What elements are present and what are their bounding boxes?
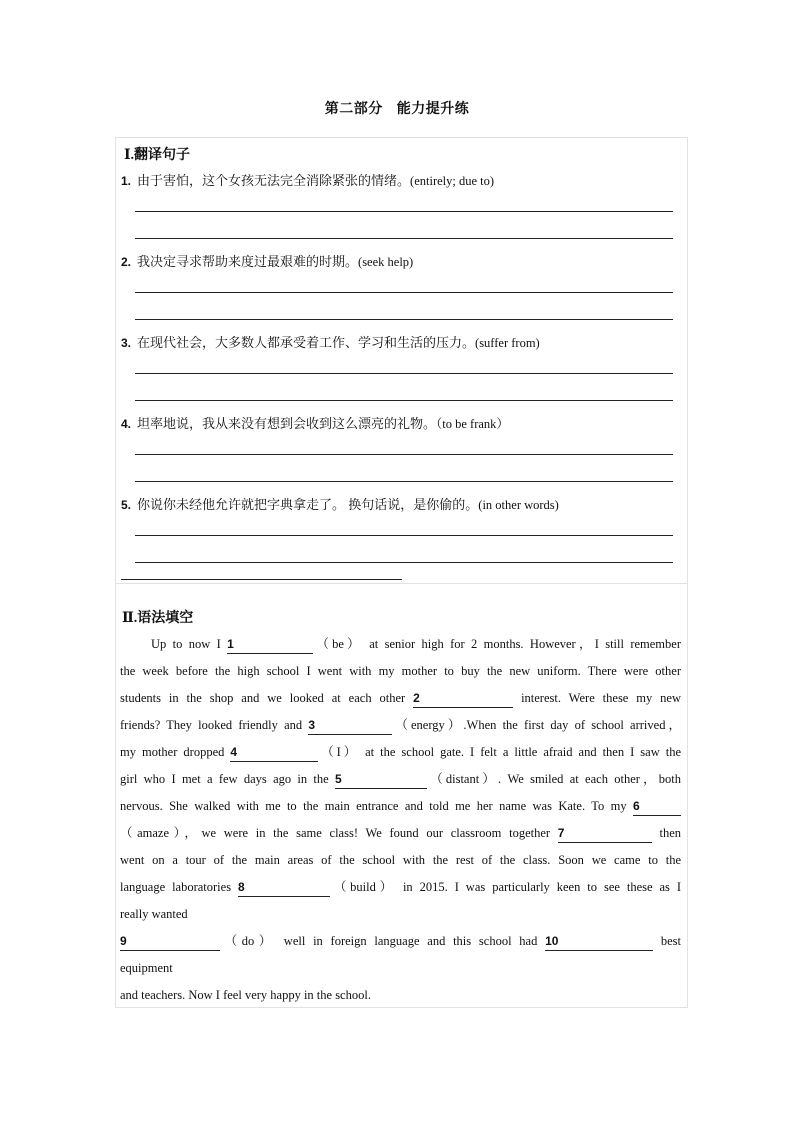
- passage-text: and teachers. Now I feel very happy in the school.: [120, 988, 371, 1002]
- cloze-passage: [120, 631, 681, 1009]
- question-text: 你说你未经他允许就把字典拿走了。 换句话说，是你偷的。: [137, 497, 479, 512]
- blank-1[interactable]: [227, 635, 313, 654]
- answer-line[interactable]: [135, 373, 673, 374]
- passage-line: [120, 658, 681, 685]
- question-3: [121, 332, 540, 351]
- passage-text: my mother dropped: [120, 745, 225, 759]
- blank-number: 4: [230, 745, 238, 759]
- question-1: [121, 170, 494, 189]
- question-number: 3.: [121, 336, 132, 350]
- blank-number: 2: [413, 691, 420, 705]
- passage-text: （do） well in foreign language and this school had: [220, 934, 538, 948]
- passage-line: [120, 631, 681, 658]
- passage-line: [120, 982, 681, 1009]
- passage-text: （energy）.When the first day of school arrived，: [392, 718, 682, 732]
- question-number: 2.: [121, 255, 132, 269]
- blank-6[interactable]: [633, 797, 681, 816]
- passage-text: students in the shop and we looked at each other: [120, 691, 406, 705]
- passage-line: [120, 685, 681, 712]
- answer-line[interactable]: [135, 454, 673, 455]
- passage-text: Up to now I: [151, 637, 221, 651]
- passage-text: the week before the high school I went with my mother to buy the new uniform. There were other: [120, 664, 681, 678]
- cloze-section: [115, 583, 688, 1008]
- question-hint: （to be frank）: [436, 417, 509, 431]
- blank-number: 8: [238, 880, 245, 894]
- question-5: [121, 494, 559, 513]
- blank-5[interactable]: [335, 770, 427, 789]
- passage-text: （I） at the school gate. I felt a little afraid and then I saw the: [318, 745, 682, 759]
- question-text: 坦率地说，我从来没有想到会收到这么漂亮的礼物。: [137, 416, 437, 431]
- passage-text: （build） in 2015. I was particularly keen to see these as I: [330, 880, 682, 894]
- blank-4[interactable]: [230, 743, 318, 762]
- answer-line[interactable]: [135, 292, 673, 293]
- passage-line: [120, 820, 681, 847]
- answer-line[interactable]: [135, 535, 673, 536]
- answer-line[interactable]: [135, 211, 673, 212]
- passage-line: [120, 874, 681, 901]
- passage-text: went on a tour of the main areas of the school with the rest of the class. Soon we came to the: [120, 853, 681, 867]
- passage-text: （distant）. We smiled at each other，both: [427, 772, 681, 786]
- passage-text: （amaze），we were in the same class! We found our classroom together: [120, 826, 551, 840]
- blank-9[interactable]: [120, 932, 220, 951]
- passage-text: best: [660, 934, 682, 948]
- passage-line: [120, 793, 681, 820]
- question-text: 我决定寻求帮助来度过最艰难的时期。: [137, 254, 359, 269]
- blank-number: 10: [545, 934, 559, 948]
- question-number: 1.: [121, 174, 132, 188]
- question-number: 5.: [121, 498, 132, 512]
- question-hint: (suffer from): [475, 336, 540, 350]
- question-hint: (in other words): [478, 498, 559, 512]
- passage-text: language laboratories: [120, 880, 232, 894]
- blank-7[interactable]: [558, 824, 652, 843]
- answer-line[interactable]: [135, 319, 673, 320]
- question-text: 在现代社会，大多数人都承受着工作、学习和生活的压力。: [137, 335, 476, 350]
- passage-line: [120, 712, 681, 739]
- blank-10[interactable]: [545, 932, 653, 951]
- passage-line: [120, 901, 681, 928]
- translation-section: [115, 137, 688, 584]
- answer-line[interactable]: [135, 481, 673, 482]
- question-text: 由于害怕，这个女孩无法完全消除紧张的情绪。: [137, 173, 411, 188]
- blank-number: 9: [120, 934, 127, 948]
- answer-line[interactable]: [135, 238, 673, 239]
- passage-line: [120, 928, 681, 955]
- passage-text: really wanted: [120, 907, 188, 921]
- passage-text: girl who I met a few days ago in the: [120, 772, 329, 786]
- question-number: 4.: [121, 417, 132, 431]
- question-4: [121, 413, 509, 432]
- passage-line: [120, 955, 681, 982]
- passage-line: [120, 766, 681, 793]
- passage-text: nervous. She walked with me to the main entrance and told me her name was Kate. To my: [120, 799, 627, 813]
- answer-line[interactable]: [135, 400, 673, 401]
- question-hint: (seek help): [358, 255, 414, 269]
- blank-8[interactable]: [238, 878, 330, 897]
- blank-number: 6: [633, 799, 640, 813]
- blank-number: 3: [308, 718, 316, 732]
- passage-text: friends? They looked friendly and: [120, 718, 303, 732]
- section1-heading: Ⅰ.翻译句子: [124, 148, 191, 163]
- answer-line[interactable]: [135, 562, 673, 563]
- section2-heading: Ⅱ.语法填空: [122, 611, 194, 626]
- blank-3[interactable]: [308, 716, 392, 735]
- passage-line: [120, 739, 681, 766]
- blank-number: 7: [557, 826, 565, 840]
- passage-text: interest. Were these my new: [521, 691, 682, 705]
- blank-number: 5: [335, 772, 342, 786]
- title-name: 能力提升练: [396, 102, 470, 117]
- blank-2[interactable]: [413, 689, 513, 708]
- question-hint: (entirely; due to): [410, 174, 495, 188]
- passage-text: （be） at senior high for 2 months. However，I still remember: [313, 637, 681, 651]
- page-title: [0, 98, 794, 118]
- question-2: [121, 251, 413, 270]
- passage-text: then: [659, 826, 682, 840]
- title-part: 第二部分: [324, 102, 383, 117]
- passage-text: equipment: [120, 961, 173, 975]
- blank-number: 1: [227, 637, 234, 651]
- passage-line: [120, 847, 681, 874]
- answer-line[interactable]: [121, 579, 402, 580]
